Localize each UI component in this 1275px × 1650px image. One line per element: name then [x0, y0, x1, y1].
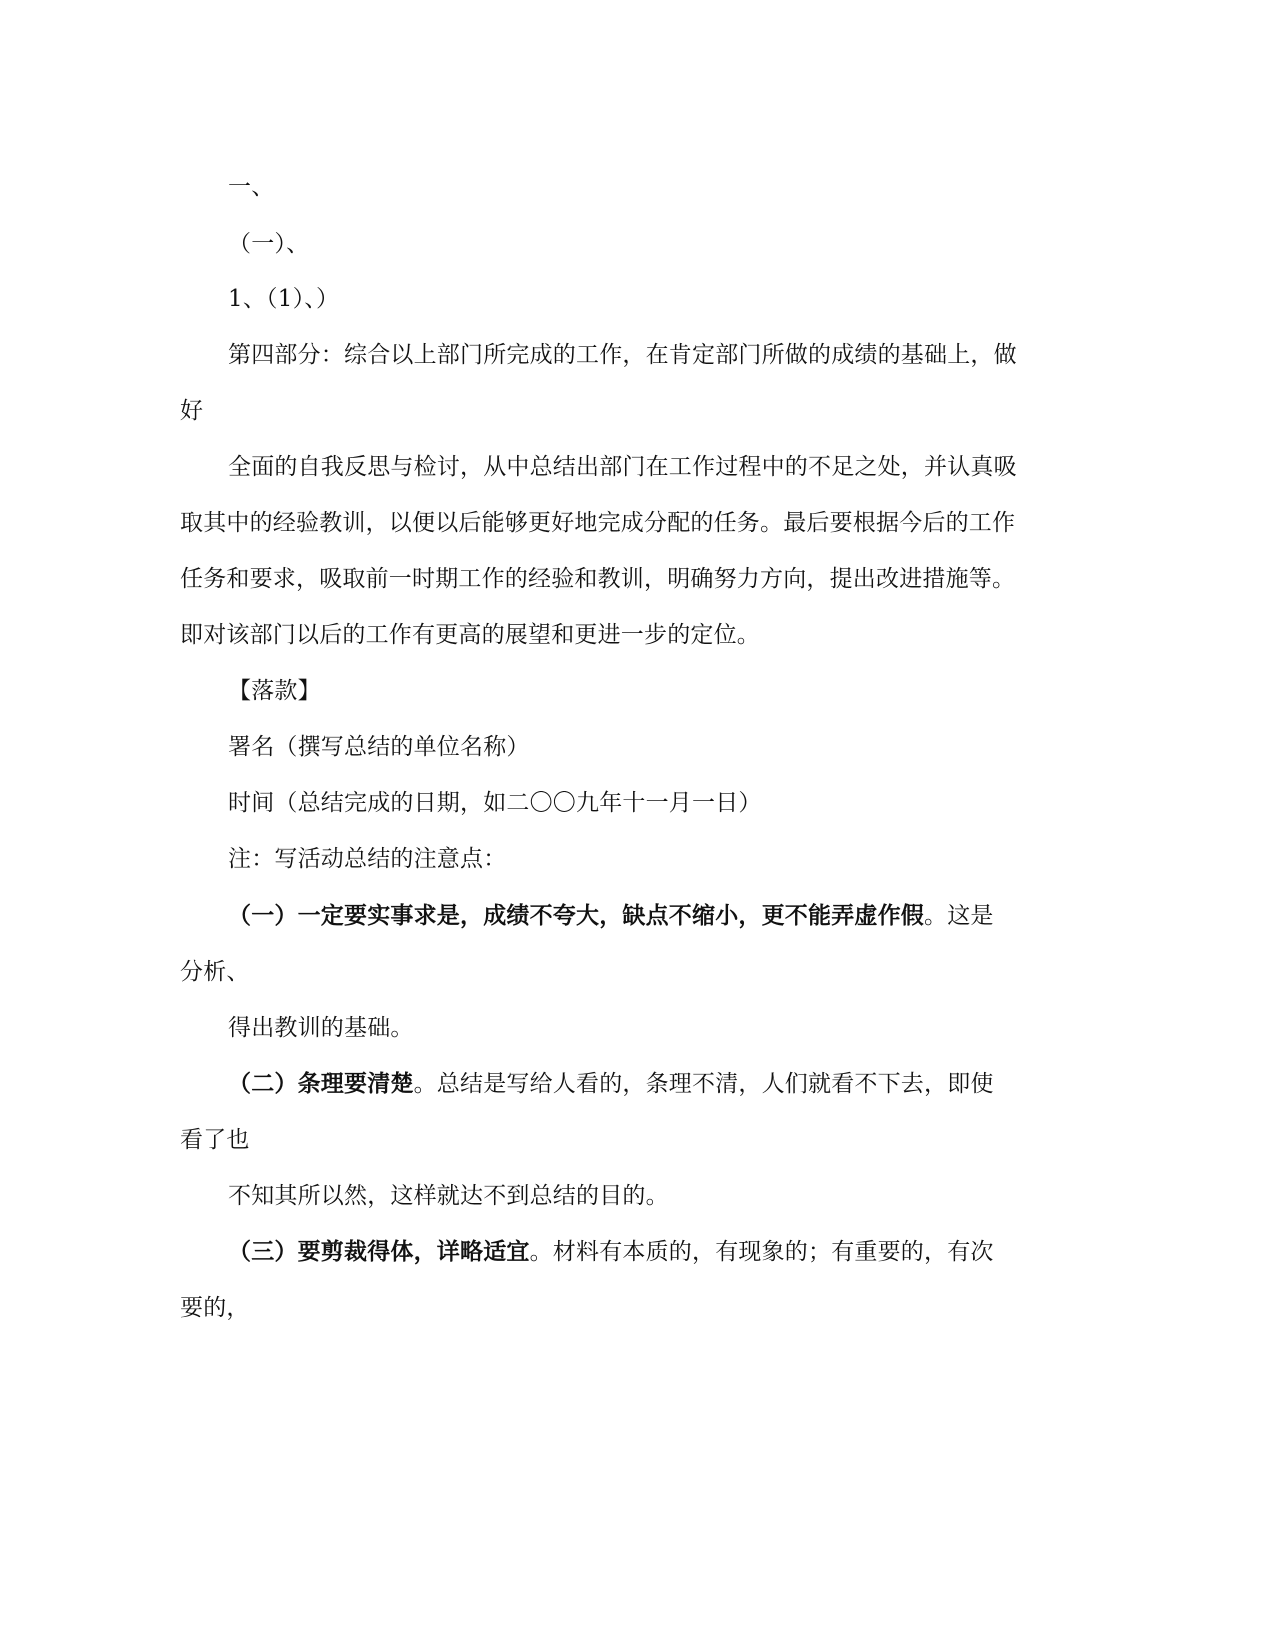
- paragraph-reflection-line: 取其中的经验教训，以便以后能够更好地完成分配的任务。最后要根据今后的工作: [180, 510, 1016, 536]
- note-item-1-line: 得出教训的基础。: [228, 1015, 414, 1041]
- note-item-3-text: 。材料有本质的，有现象的；有重要的，有次: [529, 1239, 994, 1265]
- note-item-2-line: [228, 1069, 994, 1099]
- signature-name-line: 署名（撰写总结的单位名称）: [228, 734, 530, 760]
- note-item-1-line: 分析、: [180, 959, 250, 985]
- notes-heading: 注：写活动总结的注意点：: [228, 846, 507, 872]
- note-item-2-line: 不知其所以然，这样就达不到总结的目的。: [228, 1183, 669, 1209]
- paragraph-reflection-line: 任务和要求，吸取前一时期工作的经验和教训，明确努力方向，提出改进措施等。: [180, 566, 1016, 592]
- heading-level-3: 1、（1）、）: [228, 286, 340, 312]
- paragraph-part-four-line: 第四部分：综合以上部门所完成的工作，在肯定部门所做的成绩的基础上，做: [228, 342, 1017, 368]
- note-item-3-emphasis: （三）要剪裁得体，详略适宜: [228, 1238, 530, 1265]
- heading-level-1: 一、: [228, 174, 275, 200]
- signature-heading: 【落款】: [228, 678, 321, 704]
- paragraph-part-four-line: 好: [180, 398, 204, 424]
- heading-level-2: （一）、: [228, 231, 310, 257]
- note-item-1-emphasis: （一）一定要实事求是，成绩不夸大，缺点不缩小，更不能弄虚作假: [228, 902, 924, 929]
- note-item-2-emphasis: （二）条理要清楚: [228, 1070, 414, 1097]
- note-item-1-text: 。这是: [924, 903, 994, 929]
- note-item-3-line: 要的，: [180, 1295, 250, 1321]
- note-item-2-line: 看了也: [180, 1127, 250, 1153]
- note-item-3-line: [228, 1237, 994, 1267]
- paragraph-reflection-line: 全面的自我反思与检讨，从中总结出部门在工作过程中的不足之处，并认真吸: [228, 454, 1017, 480]
- signature-date-line: 时间（总结完成的日期，如二〇〇九年十一月一日）: [228, 790, 762, 816]
- paragraph-reflection-line: 即对该部门以后的工作有更高的展望和更进一步的定位。: [180, 622, 760, 648]
- note-item-1-line: [228, 901, 994, 931]
- note-item-2-text: 。总结是写给人看的，条理不清，人们就看不下去，即使: [413, 1071, 994, 1097]
